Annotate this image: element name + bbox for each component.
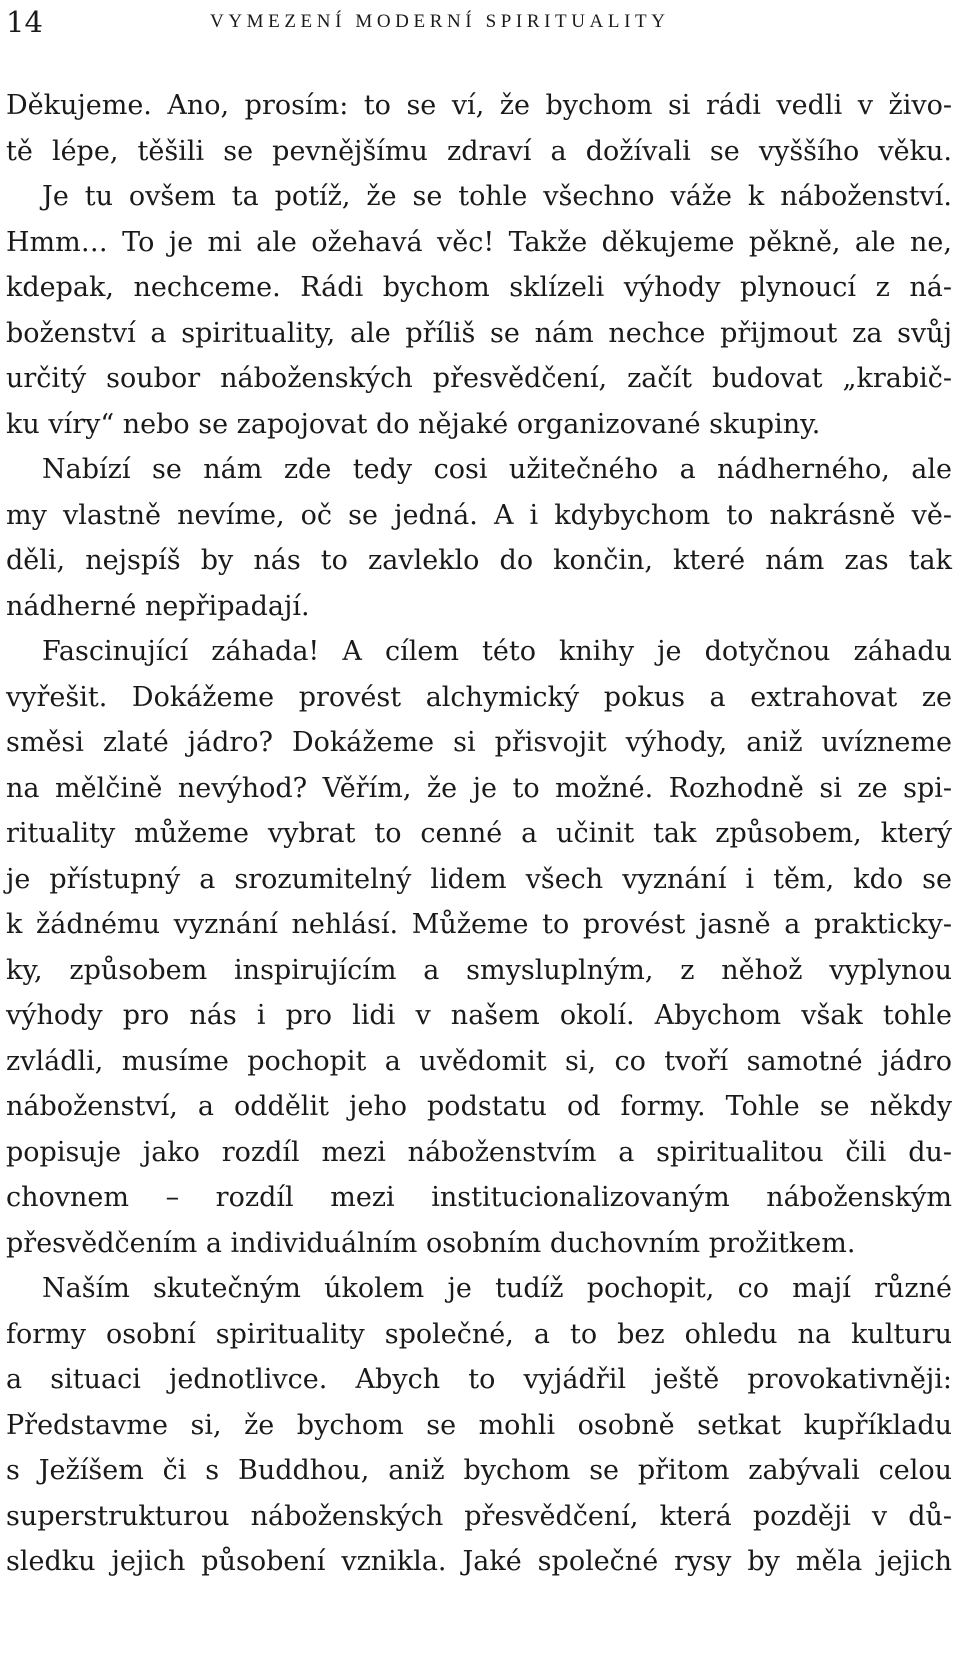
text-line: my vlastně nevíme, oč se jedná. A i kdybychom to nakrásně vě- bbox=[6, 499, 952, 531]
text-line: tě lépe, těšili se pevnějšímu zdraví a dožívali se vyššího věku. bbox=[6, 135, 952, 167]
text-line: sledku jejich působení vznikla. Jaké společné rysy by měla jejich bbox=[6, 1546, 952, 1577]
text-line: chovnem – rozdíl mezi institucionalizovaným náboženským bbox=[6, 1182, 952, 1213]
text-line: přesvědčením a individuálním osobním duchovním prožitkem. bbox=[6, 1227, 856, 1259]
text-line: ku víry“ nebo se zapojovat do nějaké organizované skupiny. bbox=[6, 408, 821, 440]
text-line: zvládli, musíme pochopit a uvědomit si, co tvoří samotné jádro bbox=[6, 1045, 952, 1077]
text-line: formy osobní spirituality společné, a to bez ohledu na kulturu bbox=[6, 1318, 952, 1350]
text-line: rituality můžeme vybrat to cenné a učinit tak způsobem, který bbox=[6, 818, 952, 849]
text-line: určitý soubor náboženských přesvědčení, začít budovat „krabič- bbox=[6, 363, 952, 394]
text-line: Fascinující záhada! A cílem této knihy je dotyčnou záhadu bbox=[42, 636, 952, 667]
page-number: 14 bbox=[6, 5, 43, 39]
text-line: Děkujeme. Ano, prosím: to se ví, že bychom si rádi vedli v živo- bbox=[6, 90, 952, 121]
running-head-title: VYMEZENÍ MODERNÍ SPIRITUALITY bbox=[210, 11, 670, 32]
text-line: k žádnému vyznání nehlásí. Můžeme to provést jasně a prakticky- bbox=[6, 909, 952, 940]
running-head bbox=[0, 0, 960, 52]
text-line: na mělčině nevýhod? Věřím, že je to možné. Rozhodně si ze spi- bbox=[6, 772, 952, 804]
text-line: je přístupný a srozumitelný lidem všech vyznání i těm, kdo se bbox=[6, 863, 952, 895]
text-line: Naším skutečným úkolem je tudíž pochopit, co mají různé bbox=[42, 1273, 952, 1304]
text-line: superstrukturou náboženských přesvědčení, která později v dů- bbox=[6, 1500, 952, 1532]
text-line: popisuje jako rozdíl mezi náboženstvím a spiritualitou čili du- bbox=[6, 1136, 952, 1168]
text-line: Hmm… To je mi ale ožehavá věc! Takže děkujeme pěkně, ale ne, bbox=[6, 226, 952, 258]
text-line: vyřešit. Dokážeme provést alchymický pokus a extrahovat ze bbox=[6, 681, 952, 713]
text-line: výhody pro nás i pro lidi v našem okolí. Abychom však tohle bbox=[6, 1000, 952, 1031]
text-line: ky, způsobem inspirujícím a smysluplným, z něhož vyplynou bbox=[6, 954, 952, 986]
text-line: Nabízí se nám zde tedy cosi užitečného a nádherného, ale bbox=[42, 454, 952, 485]
text-line: s Ježíšem či s Buddhou, aniž bychom se přitom zabývali celou bbox=[6, 1455, 952, 1486]
text-line: náboženství, a oddělit jeho podstatu od formy. Tohle se někdy bbox=[6, 1091, 952, 1122]
text-line: Představme si, že bychom se mohli osobně setkat kupříkladu bbox=[6, 1409, 952, 1441]
body-text bbox=[6, 83, 952, 1585]
text-line: boženství a spirituality, ale příliš se nám nechce přijmout za svůj bbox=[6, 317, 952, 349]
text-line: směsi zlaté jádro? Dokážeme si přisvojit výhody, aniž uvízneme bbox=[6, 727, 952, 758]
text-line: a situaci jednotlivce. Abych to vyjádřil ještě provokativněji: bbox=[6, 1364, 952, 1395]
text-line: nádherné nepřipadají. bbox=[6, 590, 310, 622]
text-line: děli, nejspíš by nás to zavleklo do končin, které nám zas tak bbox=[6, 545, 952, 576]
text-line: kdepak, nechceme. Rádi bychom sklízeli výhody plynoucí z ná- bbox=[6, 272, 952, 303]
text-line: Je tu ovšem ta potíž, že se tohle všechno váže k náboženství. bbox=[42, 181, 952, 212]
